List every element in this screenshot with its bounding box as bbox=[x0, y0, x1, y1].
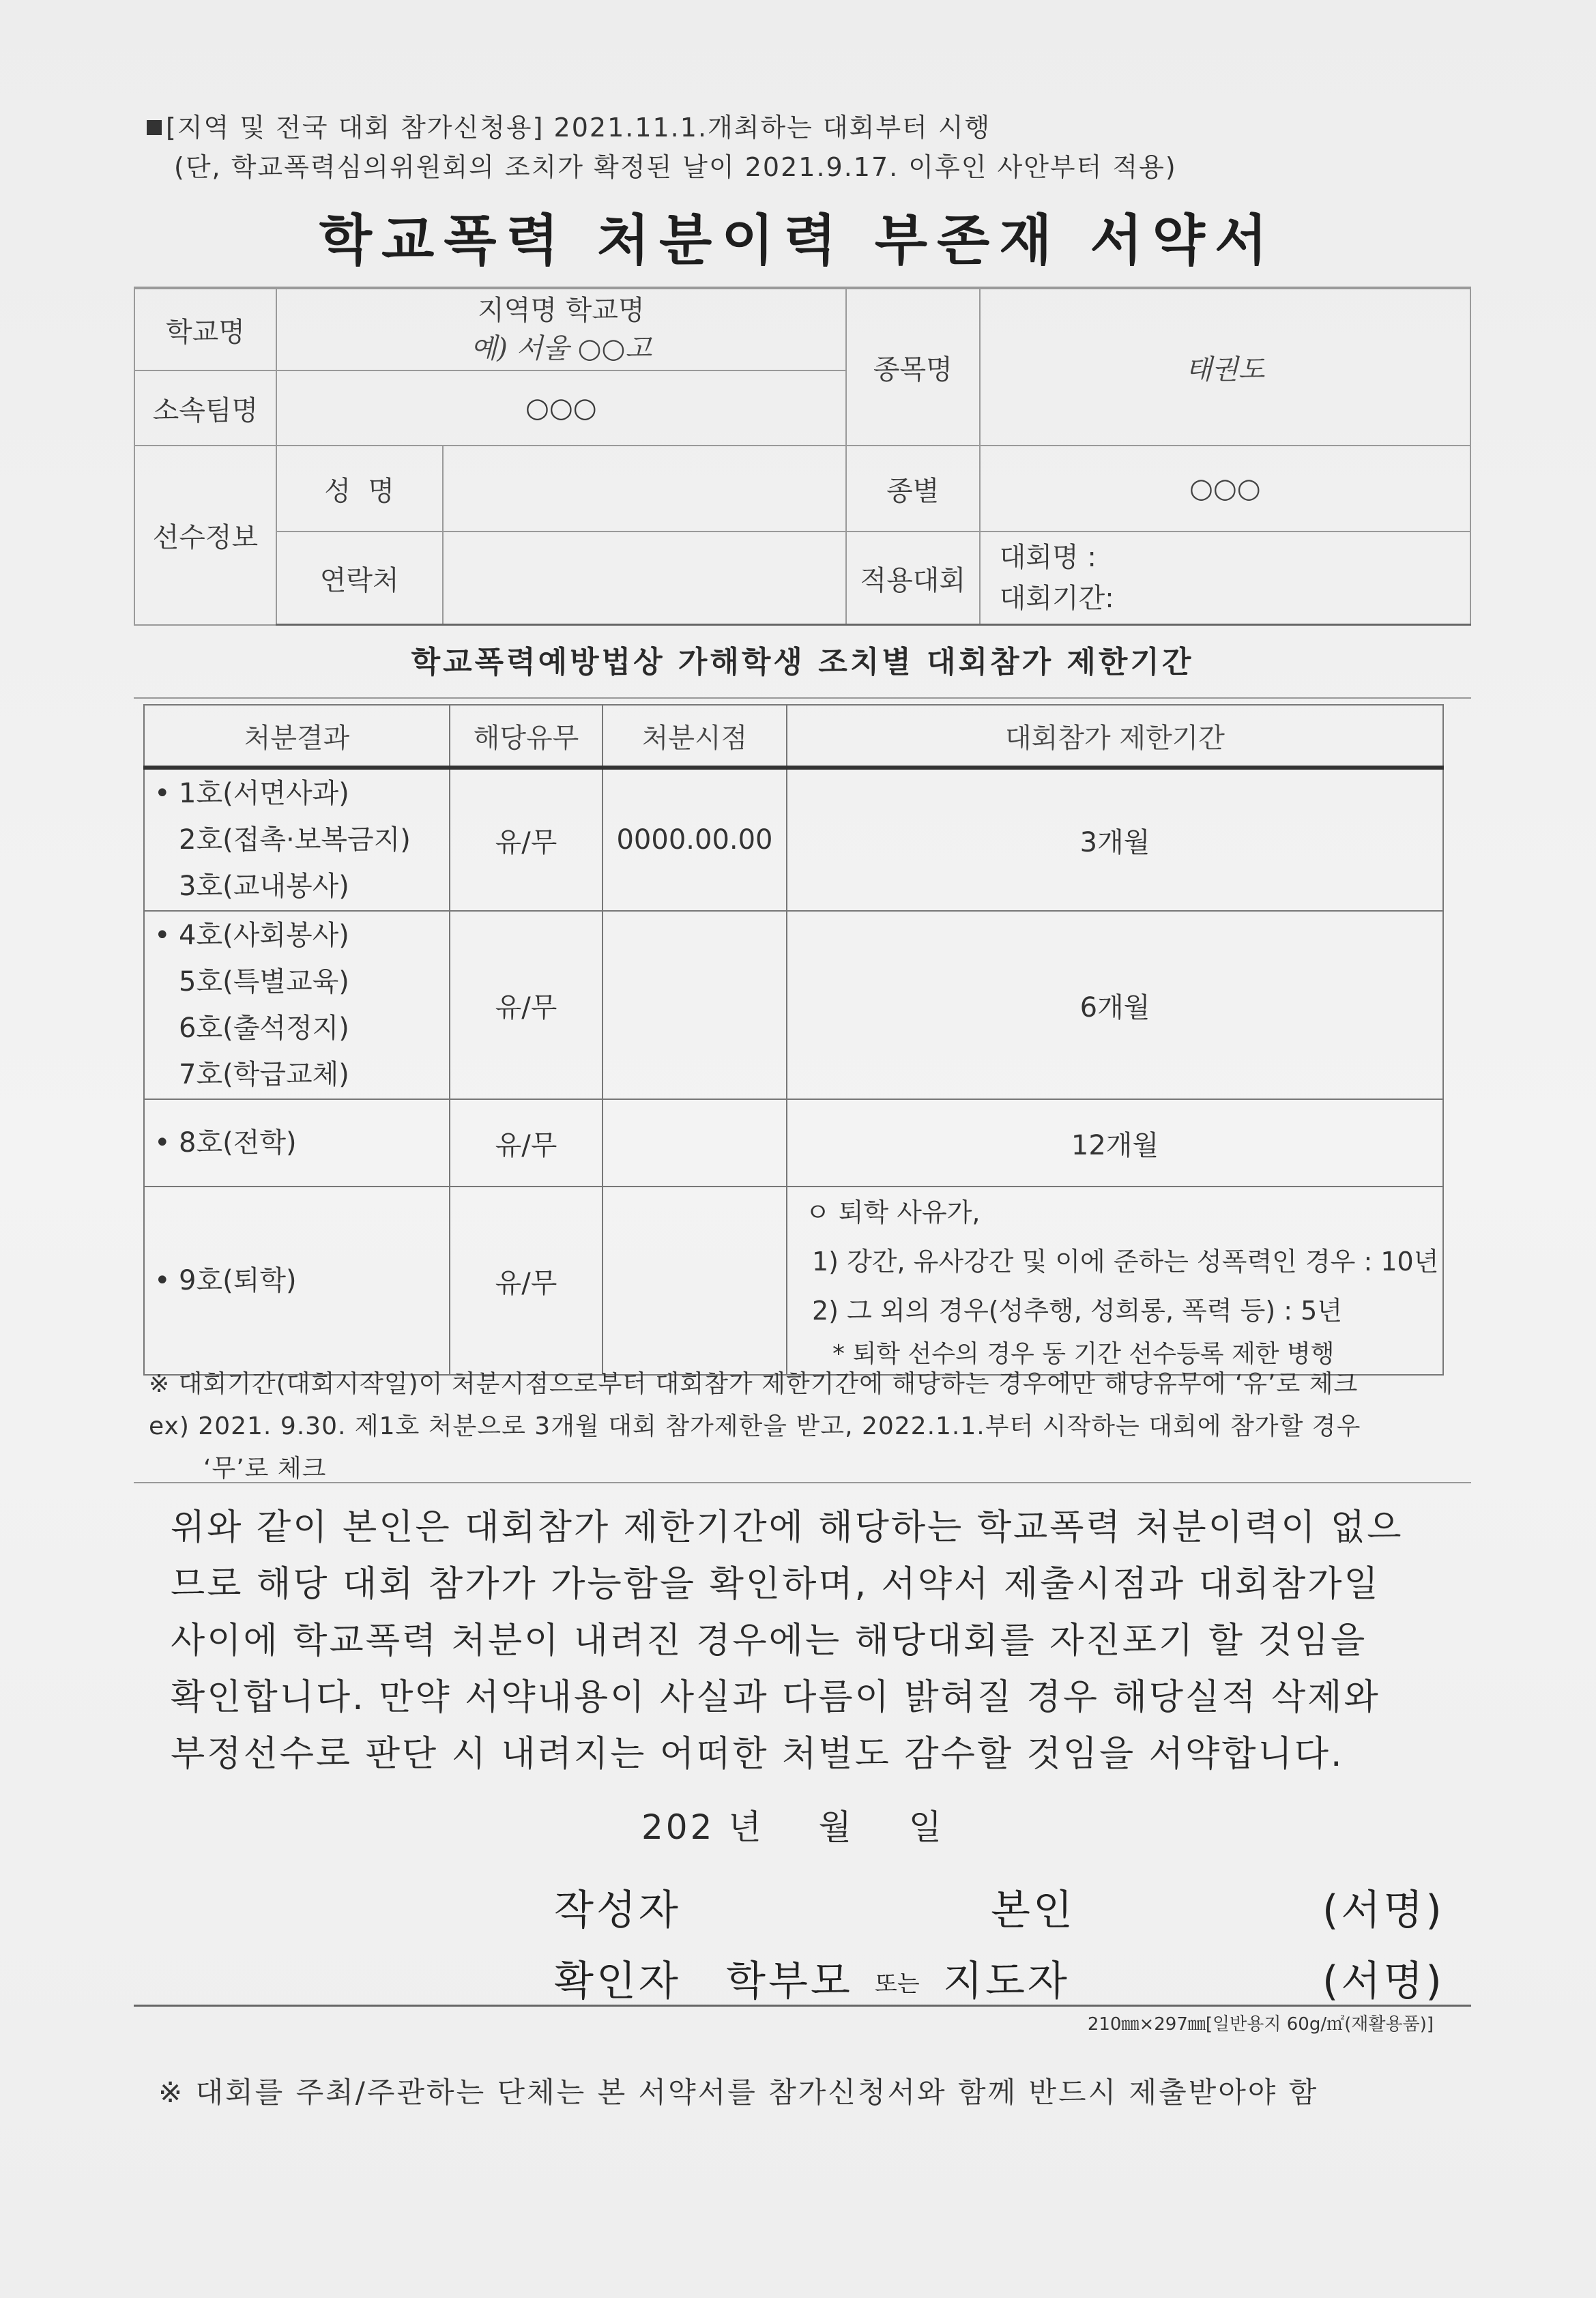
bullet-icon: • bbox=[154, 778, 171, 809]
school-label: 학교명 bbox=[134, 288, 276, 370]
bottom-note: ※ 대회를 주최/주관하는 단체는 본 서약서를 참가신청서와 함께 반드시 제출받아야 함 bbox=[158, 2076, 1319, 2109]
period-cell: 12개월 bbox=[787, 1099, 1443, 1187]
restriction-table bbox=[143, 704, 1444, 1376]
divider bbox=[134, 1482, 1471, 1483]
school-hint: 지역명 학교명 bbox=[478, 295, 645, 326]
bullet-icon: • bbox=[154, 920, 171, 951]
date-cell[interactable] bbox=[603, 1099, 787, 1187]
category-label: 종별 bbox=[846, 446, 980, 532]
date-year: 202 년 bbox=[641, 1807, 764, 1847]
header-note-1: [지역 및 전국 대회 참가신청용] 2021.11.1.개최하는 대회부터 시행 bbox=[147, 108, 1177, 147]
event-value[interactable]: 태권도 bbox=[980, 288, 1470, 446]
confirmer-sign-field[interactable]: (서명) bbox=[1322, 1958, 1445, 2005]
team-value[interactable]: ○○○ bbox=[276, 370, 846, 446]
header-note-2: (단, 학교폭력심의위원회의 조치가 확정된 날이 2021.9.17. 이후인 사안부터 적용) bbox=[174, 152, 1177, 182]
confirmer-coach: 지도자 bbox=[943, 1958, 1070, 2005]
applies-cell[interactable]: 유/무 bbox=[450, 1099, 603, 1187]
date-cell[interactable]: 0000.00.00 bbox=[603, 768, 787, 911]
writer-label: 작성자 bbox=[554, 1887, 681, 1934]
bullet-icon: • bbox=[154, 1265, 171, 1296]
player-info-label: 선수정보 bbox=[134, 446, 276, 625]
col-header-applies: 해당유무 bbox=[450, 705, 603, 768]
footnote-1: ※ 대회기간(대회시작일)이 처분시점으로부터 대회참가 제한기간에 해당하는 경우에만 해당유무에 ‘유’로 체크 bbox=[149, 1370, 1359, 1398]
bullet-icon: • bbox=[154, 1127, 171, 1159]
pledge-line: 부정선수로 판단 시 내려지는 어떠한 처벌도 감수할 것임을 서약합니다. bbox=[171, 1734, 1344, 1775]
period-cell: 3개월 bbox=[787, 768, 1443, 911]
table-row bbox=[144, 1187, 1443, 1375]
confirmer-label: 확인자 bbox=[554, 1958, 681, 2005]
result-cell: • 9호(퇴학) bbox=[144, 1187, 450, 1375]
category-value[interactable]: ○○○ bbox=[980, 446, 1470, 532]
footnote-3: ‘무’로 체크 bbox=[203, 1455, 327, 1483]
info-table bbox=[134, 287, 1471, 626]
result-cell: • 8호(전학) bbox=[144, 1099, 450, 1187]
table-row bbox=[144, 911, 1443, 1099]
divider bbox=[134, 2005, 1471, 2007]
contact-input[interactable] bbox=[443, 532, 846, 625]
period-cell: 6개월 bbox=[787, 911, 1443, 1099]
paper-info: 210㎜×297㎜[일반용지 60g/㎡(재활용품)] bbox=[1087, 2014, 1434, 2035]
note-line: 2) 그 외의 경우(성추행, 성희롱, 폭력 등) : 5년 bbox=[812, 1296, 1343, 1326]
expulsion-notes-cell bbox=[787, 1187, 1443, 1375]
date-cell[interactable] bbox=[603, 911, 787, 1099]
result-cell: • 4호(사회봉사) 5호(특별교육) 6호(출석정지) 7호(학급교체) bbox=[144, 911, 450, 1099]
result-cell: • 1호(서면사과) 2호(접촉·보복금지) 3호(교내봉사) bbox=[144, 768, 450, 911]
square-bullet-icon bbox=[147, 120, 162, 135]
date-month: 월 bbox=[818, 1807, 854, 1847]
team-label: 소속팀명 bbox=[134, 370, 276, 446]
table-row bbox=[144, 768, 1443, 911]
footnotes bbox=[149, 1363, 1361, 1490]
applied-meet-label: 적용대회 bbox=[846, 532, 980, 625]
confirmer-parent: 학부모 bbox=[726, 1958, 853, 2005]
col-header-result: 처분결과 bbox=[144, 705, 450, 768]
confirmer-or: 또는 bbox=[875, 1970, 920, 1998]
note-line: 1) 강간, 유사강간 및 이에 준하는 성폭력인 경우 : 10년 bbox=[812, 1247, 1439, 1277]
school-field[interactable] bbox=[276, 288, 846, 370]
meet-name-label: 대회명 : bbox=[999, 542, 1097, 573]
col-header-date: 처분시점 bbox=[603, 705, 787, 768]
event-label: 종목명 bbox=[846, 288, 980, 446]
note-line: ㅇ 퇴학 사유가, bbox=[805, 1197, 981, 1227]
meet-period-label: 대회기간: bbox=[999, 583, 1114, 614]
col-header-period: 대회참가 제한기간 bbox=[787, 705, 1443, 768]
contact-label: 연락처 bbox=[276, 532, 443, 625]
table-header-row bbox=[144, 705, 1443, 768]
date-day: 일 bbox=[908, 1807, 945, 1847]
date-cell[interactable] bbox=[603, 1187, 787, 1375]
meet-info-field[interactable] bbox=[980, 532, 1470, 625]
writer-sign-field[interactable]: (서명) bbox=[1322, 1887, 1445, 1934]
applies-cell[interactable]: 유/무 bbox=[450, 911, 603, 1099]
applies-cell[interactable]: 유/무 bbox=[450, 1187, 603, 1375]
name-input[interactable] bbox=[443, 446, 846, 532]
header-notes bbox=[147, 108, 1177, 187]
restriction-subtitle: 학교폭력예방법상 가해학생 조치별 대회참가 제한기간 bbox=[411, 645, 1194, 680]
pledge-line: 확인합니다. 만약 서약내용이 사실과 다름이 밝혀질 경우 해당실적 삭제와 bbox=[171, 1677, 1380, 1718]
name-label: 성 명 bbox=[276, 446, 443, 532]
pledge-line: 위와 같이 본인은 대회참가 제한기간에 해당하는 학교폭력 처분이력이 없으 bbox=[171, 1507, 1404, 1548]
divider bbox=[134, 697, 1471, 699]
footnote-2: ex) 2021. 9.30. 제1호 처분으로 3개월 대회 참가제한을 받고, 2022.1.1.부터 시작하는 대회에 참가할 경우 bbox=[149, 1412, 1361, 1440]
pledge-text bbox=[171, 1500, 1419, 1783]
table-row bbox=[144, 1099, 1443, 1187]
pledge-line: 므로 해당 대회 참가가 가능함을 확인하며, 서약서 제출시점과 대회참가일 bbox=[171, 1564, 1380, 1605]
writer-who: 본인 bbox=[991, 1887, 1075, 1934]
school-example: 예) 서울 ○○고 bbox=[470, 333, 652, 364]
date-line[interactable] bbox=[641, 1800, 985, 1849]
form-title: 학교폭력 처분이력 부존재 서약서 bbox=[319, 209, 1277, 272]
applies-cell[interactable]: 유/무 bbox=[450, 768, 603, 911]
note-line: * 퇴학 선수의 경우 동 기간 선수등록 제한 병행 bbox=[832, 1340, 1335, 1368]
pledge-line: 사이에 학교폭력 처분이 내려진 경우에는 해당대회를 자진포기 할 것임을 bbox=[171, 1620, 1367, 1661]
